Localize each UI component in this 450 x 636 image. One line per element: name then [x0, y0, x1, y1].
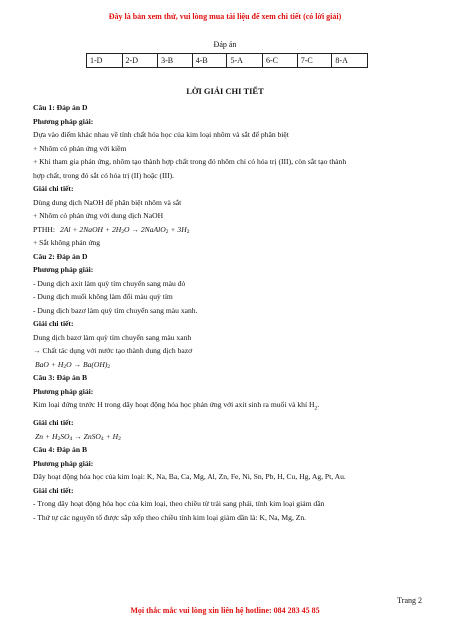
- q2-method-text: - Dung dịch muối không làm đổi màu quỳ tím: [33, 292, 173, 301]
- q1-method-text: + Nhôm có phản ứng với kiềm: [33, 143, 127, 153]
- pthh-label: PTHH:: [33, 224, 55, 234]
- answer-key-row: [87, 54, 368, 68]
- q1-detail-text: + Sắt không phản ứng: [33, 238, 101, 247]
- q2-method-text: - Dung dịch bazơ làm quỳ tím chuyển sang màu xanh.: [33, 305, 198, 315]
- q4-title: Câu 4: Đáp án B: [33, 445, 88, 455]
- q2-detail-text: → Chất tác dụng với nước tạo thành dung dịch bazơ: [33, 346, 193, 355]
- q3-title: Câu 3: Đáp án B: [33, 373, 88, 382]
- q1-detail-text: + Nhôm có phản ứng với dung dịch NaOH: [33, 211, 164, 220]
- q1-detail-label: Giải chi tiết:: [33, 184, 74, 193]
- answer-cell: 8-A: [332, 54, 368, 68]
- q2-detail-label: Giải chi tiết:: [33, 319, 74, 328]
- q2-title: Câu 2: Đáp án D: [33, 251, 88, 261]
- q4-detail-text: - Trong dãy hoạt động hóa học của kim loại, theo chiều từ trái sang phải, tính kim loại giảm dần: [33, 499, 325, 509]
- q3-method-text: Kim loại đứng trước H trong dãy hoạt động hóa học phản ứng với axit sinh ra muối và khí $H_2$.: [33, 400, 320, 412]
- answer-cell: 4-B: [192, 54, 227, 68]
- answer-cell: 5-A: [227, 54, 263, 68]
- q2-equation: BaO + $H_2O \to Ba(OH)_2$: [35, 359, 111, 370]
- q4-method-text: Dãy hoạt động hóa học của kim loại: K, Na, Ba, Ca, Mg, Al, Zn, Fe, Ni, Sn, Pb, H, Cu, Hg, Ag, Pt, Au.: [33, 472, 346, 482]
- q1-method-text: + Khi tham gia phản ứng, nhôm tạo thành hợp chất trong đó nhôm chỉ có hóa trị (III), còn sắt tạo thành: [33, 157, 347, 166]
- q3-method-label: Phương pháp giải:: [33, 386, 94, 396]
- q2-equation-line: [33, 358, 423, 372]
- q3-equation: $Zn + H_2SO_4$ → ZnSO$_4$ + $H_2$: [35, 431, 121, 442]
- solution-content: [33, 101, 423, 524]
- detailed-solution-heading: LỜI GIẢI CHI TIẾT: [186, 86, 264, 96]
- q2-detail-text: Dung dịch bazơ làm quỳ tím chuyển sang màu xanh: [33, 332, 192, 342]
- q1-method-text: hợp chất, trong đó sắt có hóa trị (II) hoặc (III).: [33, 170, 175, 180]
- answer-cell: 7-C: [297, 54, 332, 68]
- q3-equation-line: [33, 430, 423, 444]
- answer-cell: 2-D: [122, 54, 158, 68]
- q4-detail-label: Giải chi tiết:: [33, 485, 74, 495]
- q4-method-label: Phương pháp giải:: [33, 458, 94, 468]
- q1-detail-text: Dùng dung dịch NaOH để phân biệt nhôm và sắt: [33, 197, 182, 207]
- page-number: Trang 2: [397, 596, 422, 605]
- q1-title: Câu 1: Đáp án D: [33, 103, 88, 112]
- q2-method-text: - Dung dịch axit làm quỳ tím chuyển sang màu đỏ: [33, 278, 186, 288]
- answer-cell: 1-D: [87, 54, 123, 68]
- answer-key-title: Đáp án: [213, 40, 237, 49]
- hotline-footer: Mọi thắc mắc vui lòng xin liên hệ hotline: 084 283 45 85: [130, 606, 320, 615]
- q1-equation: 2Al + 2NaOH + $2H_2O$ → 2NaAlO$_2$ + $3H_2$: [59, 224, 190, 235]
- q1-method-text: Dựa vào điểm khác nhau về tính chất hóa học của kim loại nhôm và sắt để phân biệt: [33, 130, 289, 139]
- q3-detail-label: Giải chi tiết:: [33, 418, 74, 428]
- answer-cell: 6-C: [263, 54, 298, 68]
- answer-key-table: [86, 53, 368, 68]
- q2-method-label: Phương pháp giải:: [33, 265, 94, 274]
- q1-method-label: Phương pháp giải:: [33, 116, 94, 126]
- q1-equation-line: [33, 223, 423, 237]
- answer-cell: 3-B: [158, 54, 193, 68]
- q4-detail-text: - Thứ tự các nguyên tố được sắp xếp theo chiều tính kim loại giảm dần là: K, Na, Mg, Zn.: [33, 512, 307, 522]
- preview-banner: Đây là bản xem thử, vui lòng mua tài liệu để xem chi tiết (có lời giải): [108, 12, 342, 21]
